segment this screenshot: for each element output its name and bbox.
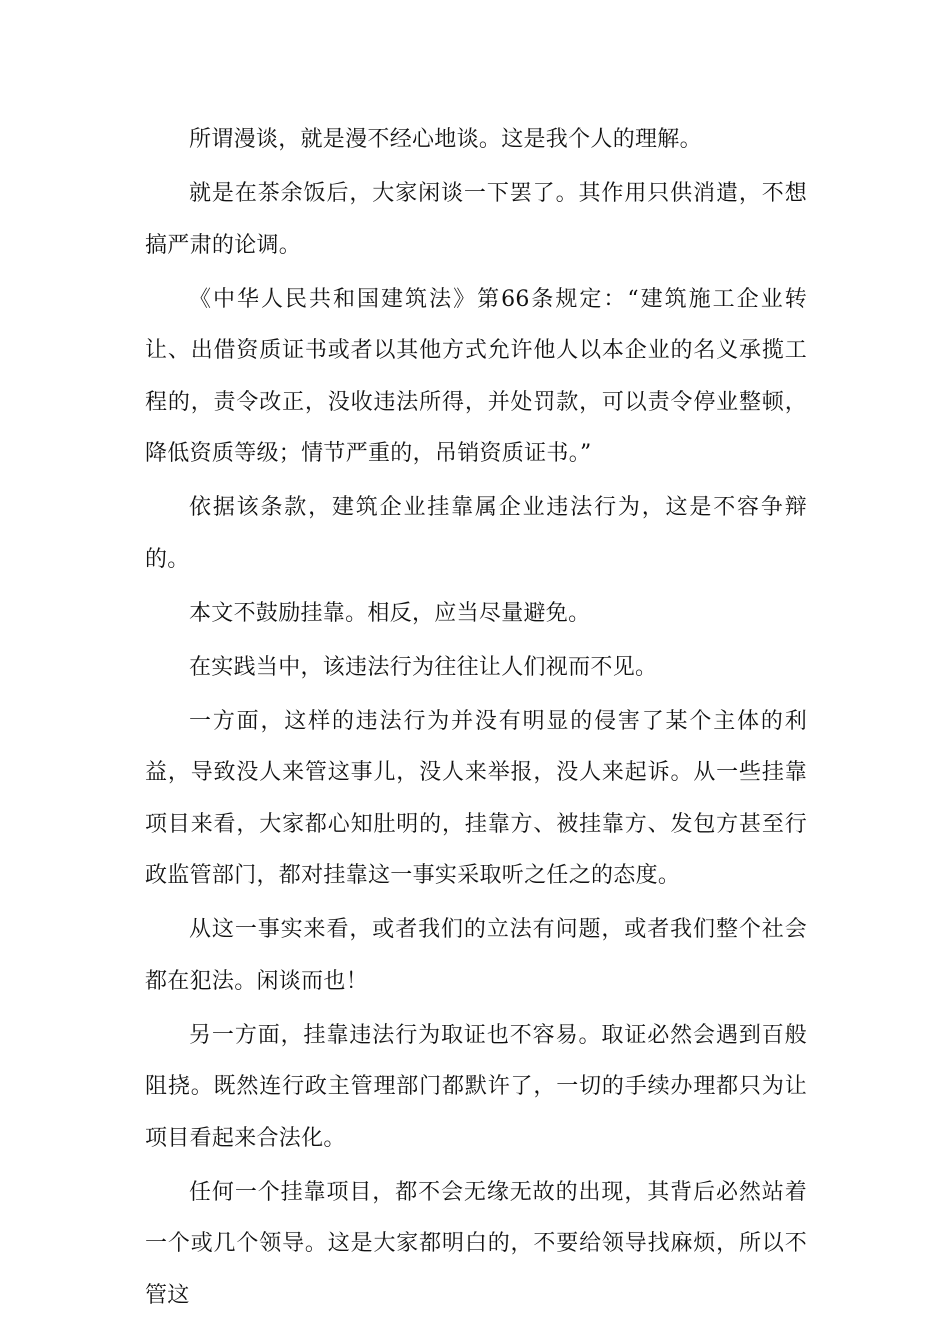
paragraph-3: 《中华人民共和国建筑法》第66条规定：“建筑施工企业转让、出借资质证书或者以其他方式允许他人以本企业的名义承揽工程的，责令改正，没收违法所得，并处罚款，可以责令停业整顿，降低资质等级；情节严重的，吊销资质证书。” [145,286,807,466]
paragraph-9: 另一方面，挂靠违法行为取证也不容易。取证必然会遇到百般阻挠。既然连行政主管理部门都默许了，一切的手续办理都只为让项目看起来合法化。 [145,1022,807,1151]
document-body [145,114,807,1324]
paragraph-6: 在实践当中，该违法行为往往让人们视而不见。 [189,654,658,680]
paragraph-8: 从这一事实来看，或者我们的立法有问题，或者我们整个社会都在犯法。闲谈而也！ [145,917,807,994]
paragraph-7: 一方面，这样的违法行为并没有明显的侵害了某个主体的利益，导致没人来管这事儿，没人来举报，没人来起诉。从一些挂靠项目来看，大家都心知肚明的，挂靠方、被挂靠方、发包方甚至行政监管部门，都对挂靠这一事实采取听之任之的态度。 [145,708,807,888]
paragraph-5: 本文不鼓励挂靠。相反，应当尽量避免。 [189,600,591,626]
paragraph-4: 依据该条款，建筑企业挂靠属企业违法行为，这是不容争辩的。 [145,495,807,572]
paragraph-2: 就是在茶余饭后，大家闲谈一下罢了。其作用只供消遣，不想搞严肃的论调。 [145,181,807,258]
paragraph-1: 所谓漫谈，就是漫不经心地谈。这是我个人的理解。 [189,127,702,152]
paragraph-10: 任何一个挂靠项目，都不会无缘无故的出现，其背后必然站着一个或几个领导。这是大家都明白的，不要给领导找麻烦，所以不管这 [145,1179,807,1308]
